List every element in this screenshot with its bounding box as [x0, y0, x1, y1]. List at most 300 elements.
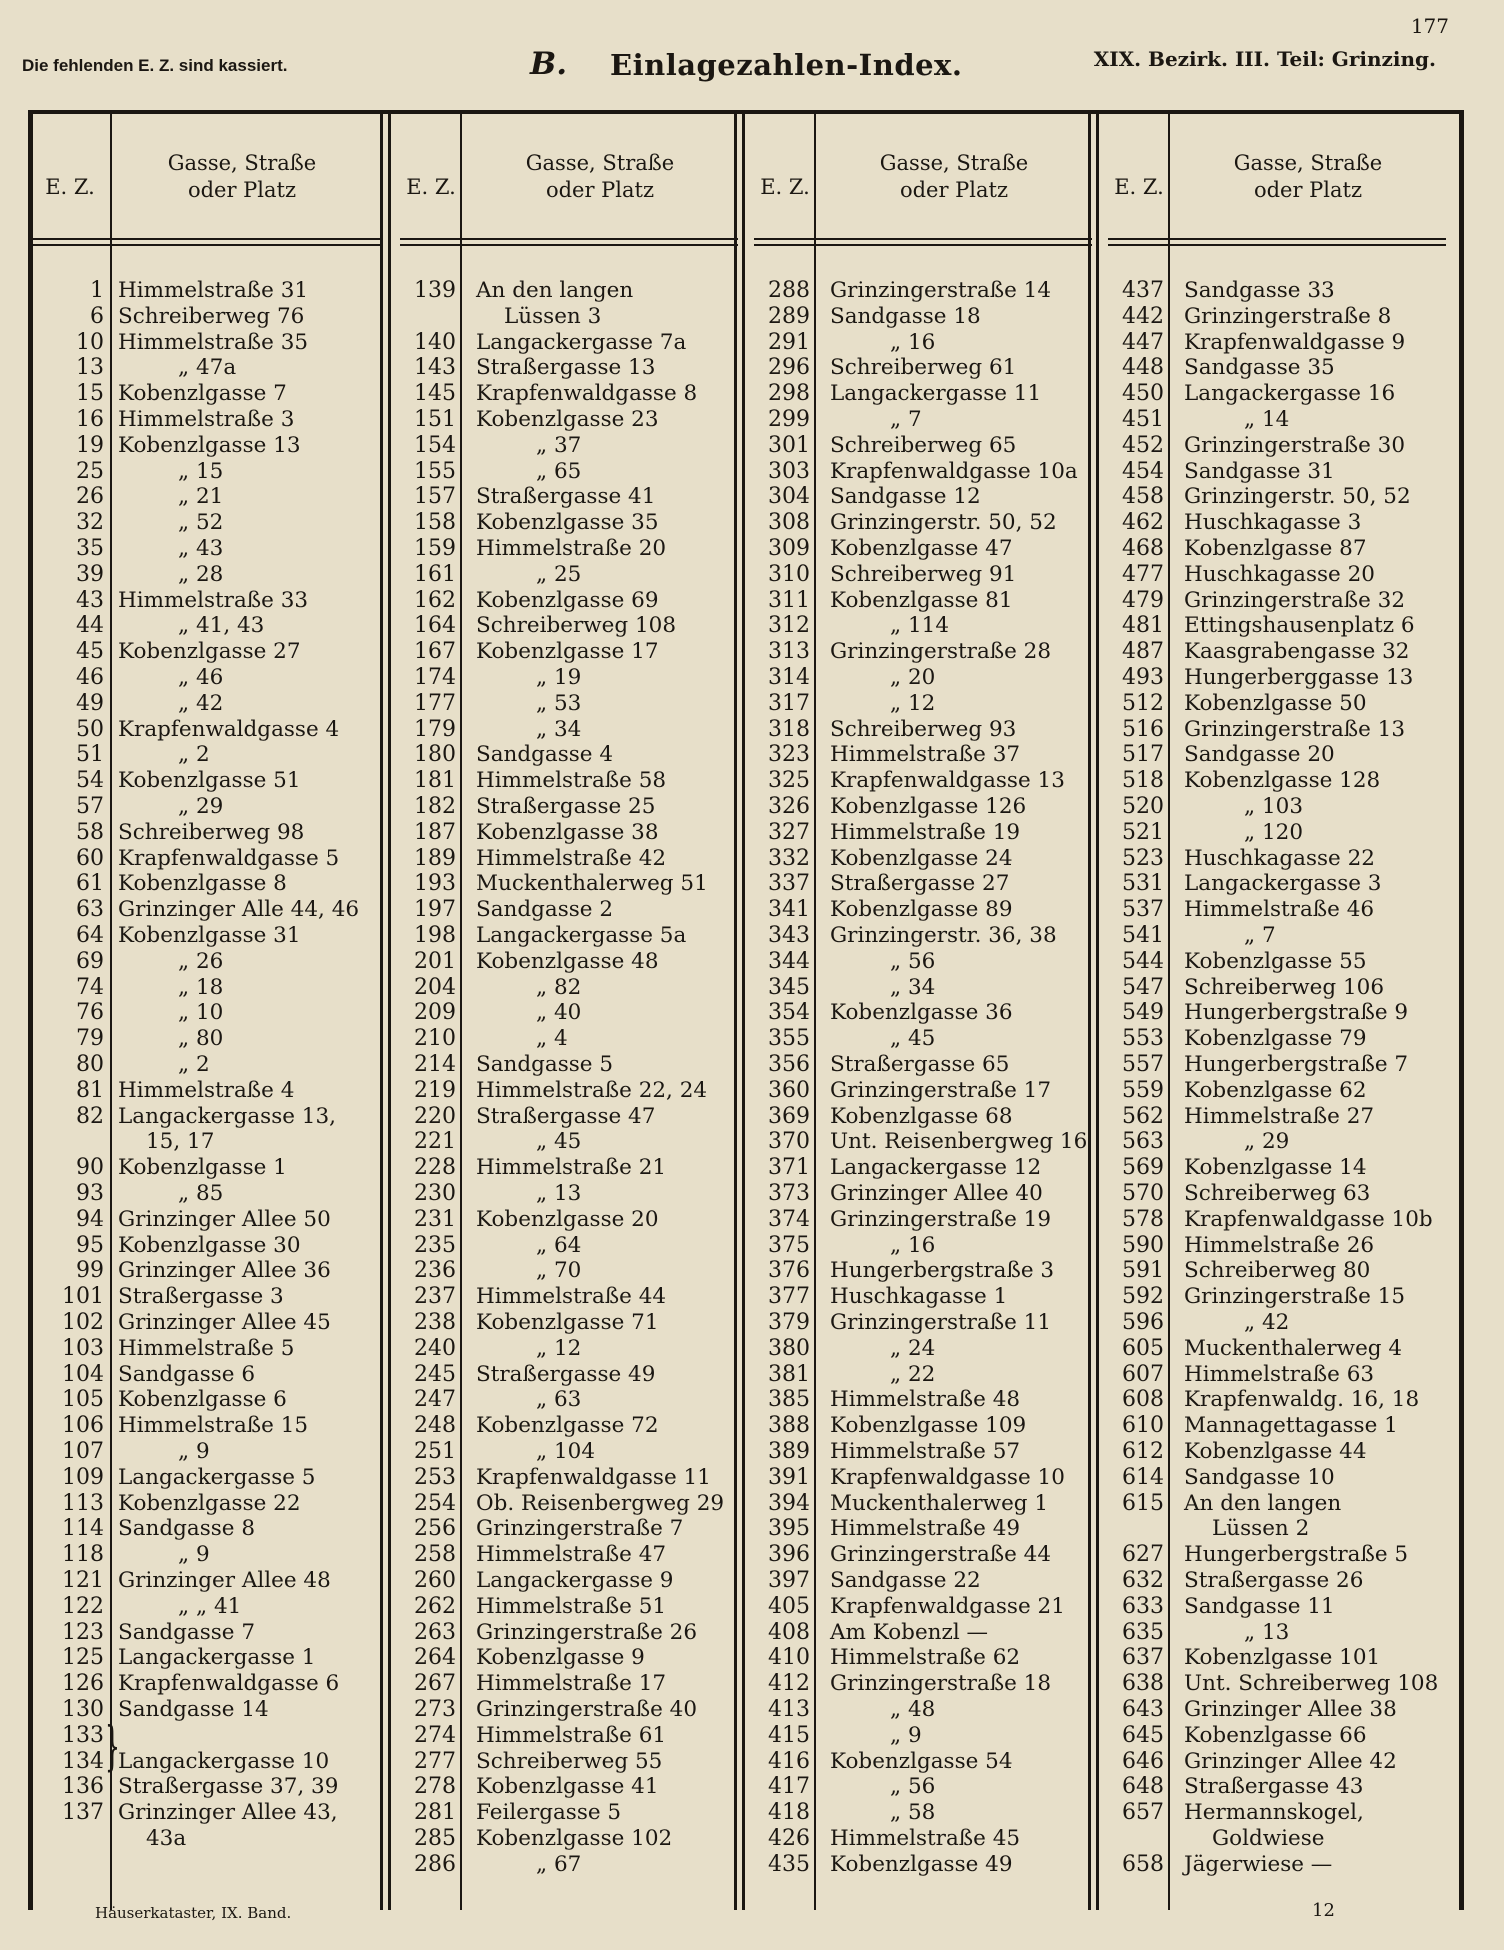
ez-number: 590 — [1122, 1232, 1164, 1258]
ez-number: 633 — [1122, 1593, 1164, 1619]
street-entry: Grinzinger Alle 44, 46 — [118, 897, 360, 923]
ez-number: 345 — [768, 974, 810, 1000]
index-row — [386, 1310, 738, 1336]
ez-number: 516 — [1122, 716, 1164, 742]
street-entry: Himmelstraße 21 — [476, 1155, 667, 1181]
index-row — [1094, 794, 1446, 820]
street-entry: Kobenzlgasse 20 — [476, 1206, 659, 1232]
index-row — [28, 484, 380, 510]
street-entry: „ 7 — [1244, 923, 1276, 948]
ez-number: 45 — [76, 639, 104, 665]
index-row — [28, 871, 380, 897]
index-row — [1094, 1852, 1446, 1878]
index-row — [1094, 1413, 1446, 1439]
index-row — [740, 1542, 1092, 1568]
index-row — [386, 1439, 738, 1465]
index-row — [28, 820, 380, 846]
index-row — [28, 1542, 380, 1568]
ez-number: 311 — [768, 587, 810, 613]
street-entry: Schreiberweg 106 — [1184, 974, 1385, 1000]
street-entry: Kobenzlgasse 36 — [830, 1000, 1013, 1026]
street-entry: Mannagettagasse 1 — [1184, 1413, 1398, 1439]
index-row — [386, 1645, 738, 1671]
ez-number: 416 — [768, 1748, 810, 1774]
ez-number: 318 — [768, 716, 810, 742]
street-entry: Grinzingerstraße 15 — [1184, 1284, 1406, 1310]
street-entry: Krapfenwaldgasse 13 — [830, 768, 1065, 794]
street-entry: Straßergasse 47 — [476, 1103, 656, 1129]
ez-number: 369 — [768, 1103, 810, 1129]
street-entry: Kobenzlgasse 44 — [1184, 1439, 1367, 1464]
index-row — [386, 1026, 738, 1052]
header-street-line2: oder Platz — [899, 178, 1009, 202]
ez-number: 299 — [768, 407, 810, 432]
street-entry: Grinzinger Allee 38 — [1184, 1697, 1397, 1722]
index-row — [386, 1284, 738, 1310]
index-row — [740, 1826, 1092, 1852]
ez-number: 610 — [1122, 1413, 1164, 1439]
ez-number: 288 — [768, 278, 810, 303]
index-row — [1094, 1826, 1446, 1852]
street-entry: Grinzingerstraße 40 — [476, 1697, 698, 1722]
ez-number: 19 — [76, 432, 104, 458]
ez-number: 537 — [1122, 897, 1164, 923]
street-entry: Hungerbergstraße 3 — [830, 1258, 1055, 1284]
index-row — [28, 768, 380, 794]
index-row — [28, 639, 380, 665]
column-divider — [380, 110, 383, 1910]
index-row — [740, 588, 1092, 614]
street-entry: „ 45 — [536, 1129, 582, 1155]
ez-number: 627 — [1122, 1542, 1164, 1568]
index-row — [386, 278, 738, 304]
street-entry: Himmelstraße 3 — [118, 407, 295, 432]
street-entry: „ 20 — [890, 665, 936, 690]
index-row — [386, 562, 738, 588]
ez-number: 298 — [768, 381, 810, 407]
street-entry: Langackergasse 13, — [118, 1103, 336, 1129]
index-row — [386, 1594, 738, 1620]
index-row — [28, 1749, 380, 1775]
header-ez: E. Z. — [760, 175, 810, 199]
ez-number: 161 — [414, 561, 456, 587]
street-entry: „ 15 — [178, 458, 224, 484]
street-entry: Kobenzlgasse 7 — [118, 381, 287, 407]
street-entry: Grinzinger Allee 42 — [1184, 1748, 1397, 1774]
ez-number: 309 — [768, 536, 810, 561]
ez-number: 435 — [768, 1851, 810, 1877]
ez-number: 570 — [1122, 1181, 1164, 1206]
street-entry: Langackergasse 11 — [830, 381, 1042, 407]
ez-number: 99 — [76, 1258, 104, 1284]
index-row — [28, 1336, 380, 1362]
street-entry: Kobenzlgasse 22 — [118, 1490, 301, 1516]
street-entry: Kobenzlgasse 50 — [1184, 690, 1367, 716]
street-entry: Kobenzlgasse 72 — [476, 1413, 659, 1439]
ez-number: 134 — [62, 1748, 104, 1774]
table-border — [1459, 110, 1464, 1910]
ez-number: 412 — [768, 1671, 810, 1697]
street-entry: „ 64 — [536, 1232, 582, 1258]
ez-number: 10 — [76, 329, 104, 355]
ez-number: 512 — [1122, 690, 1164, 716]
ez-number: 93 — [76, 1181, 104, 1206]
street-entry: Schreiberweg 108 — [476, 613, 677, 639]
street-entry: Himmelstraße 58 — [476, 768, 667, 794]
ez-number: 562 — [1122, 1103, 1164, 1129]
ez-number: 410 — [768, 1645, 810, 1671]
street-entry: Himmelstraße 49 — [830, 1516, 1021, 1542]
index-row — [740, 510, 1092, 536]
ez-number: 60 — [76, 845, 104, 871]
street-entry: Hungerbergstraße 5 — [1184, 1542, 1409, 1568]
index-row — [386, 1826, 738, 1852]
brace-symbol: } — [105, 1716, 120, 1777]
ez-number: 304 — [768, 484, 810, 510]
index-row — [386, 381, 738, 407]
street-entry: Hermannskogel, — [1184, 1800, 1364, 1826]
ez-number: 90 — [76, 1155, 104, 1181]
index-row — [386, 1723, 738, 1749]
ez-number: 210 — [414, 1026, 456, 1052]
index-row — [386, 923, 738, 949]
ez-number: 374 — [768, 1206, 810, 1232]
index-row — [1094, 459, 1446, 485]
ez-number: 155 — [414, 458, 456, 484]
street-entry: Schreiberweg 63 — [1184, 1181, 1371, 1206]
index-row — [386, 742, 738, 768]
index-row — [740, 1568, 1092, 1594]
ez-number: 487 — [1122, 639, 1164, 665]
index-row — [386, 407, 738, 433]
index-row — [386, 1181, 738, 1207]
ez-number: 260 — [414, 1568, 456, 1593]
ez-number: 236 — [414, 1258, 456, 1284]
street-entry: Kobenzlgasse 128 — [1184, 768, 1381, 794]
street-entry: Himmelstraße 46 — [1184, 897, 1375, 923]
index-row — [1094, 1697, 1446, 1723]
ez-number: 450 — [1122, 381, 1164, 407]
index-row — [28, 1723, 380, 1749]
street-entry: Feilergasse 5 — [476, 1800, 622, 1826]
ez-number: 578 — [1122, 1206, 1164, 1232]
index-row — [1094, 1155, 1446, 1181]
street-entry: Sandgasse 10 — [1184, 1464, 1335, 1490]
ez-number: 50 — [76, 716, 104, 742]
street-entry: Langackergasse 12 — [830, 1155, 1042, 1181]
street-entry: Kaasgrabengasse 32 — [1184, 639, 1410, 665]
ez-number: 179 — [414, 716, 456, 742]
ez-number: 308 — [768, 510, 810, 536]
ez-number: 452 — [1122, 432, 1164, 458]
ez-number: 221 — [414, 1129, 456, 1155]
index-row — [386, 768, 738, 794]
ez-number: 447 — [1122, 329, 1164, 355]
index-row — [386, 1465, 738, 1491]
ez-number: 608 — [1122, 1387, 1164, 1413]
ez-number: 118 — [62, 1542, 104, 1568]
street-entry: „ 19 — [536, 665, 582, 690]
street-entry: Grinzinger Allee 50 — [118, 1206, 331, 1232]
header-rule — [400, 238, 738, 240]
index-row — [386, 1129, 738, 1155]
index-row — [28, 278, 380, 304]
index-row — [740, 949, 1092, 975]
index-row — [386, 897, 738, 923]
index-row — [1094, 717, 1446, 743]
street-entry: Himmelstraße 19 — [830, 819, 1021, 845]
street-entry: Kobenzlgasse 38 — [476, 819, 659, 845]
street-entry: Himmelstraße 63 — [1184, 1361, 1375, 1387]
street-entry: Lüssen 2 — [1212, 1516, 1310, 1542]
index-row — [740, 1491, 1092, 1517]
ez-number: 559 — [1122, 1077, 1164, 1103]
ez-number: 61 — [76, 871, 104, 897]
street-entry: Kobenzlgasse 47 — [830, 536, 1013, 561]
street-entry: Langackergasse 5a — [476, 923, 687, 948]
street-entry: Himmelstraße 33 — [118, 587, 309, 613]
street-entry: Himmelstraße 4 — [118, 1077, 295, 1103]
ez-number: 133 — [62, 1722, 104, 1748]
street-entry: „ 46 — [178, 665, 224, 690]
index-row — [1094, 484, 1446, 510]
ez-number: 454 — [1122, 458, 1164, 484]
street-entry: Krapfenwaldgasse 5 — [118, 845, 340, 871]
street-entry: Grinzinger Allee 43, — [118, 1800, 338, 1826]
ez-number: 274 — [414, 1722, 456, 1748]
index-row — [386, 1233, 738, 1259]
street-entry: Grinzingerstraße 26 — [476, 1619, 698, 1645]
ez-number: 231 — [414, 1206, 456, 1232]
index-row — [1094, 433, 1446, 459]
street-entry: „ 58 — [890, 1800, 936, 1826]
ez-number: 544 — [1122, 948, 1164, 974]
ez-number: 54 — [76, 768, 104, 794]
index-row — [386, 1774, 738, 1800]
street-entry: Sandgasse 2 — [476, 897, 614, 923]
header-rule — [754, 238, 1092, 240]
index-row — [28, 381, 380, 407]
street-entry: Grinzingerstr. 50, 52 — [830, 510, 1057, 536]
street-entry: „ 2 — [178, 1052, 210, 1077]
ez-number: 394 — [768, 1490, 810, 1516]
index-row — [740, 1620, 1092, 1646]
street-entry: „ 120 — [1244, 819, 1304, 845]
ez-number: 254 — [414, 1490, 456, 1516]
index-row — [740, 459, 1092, 485]
ez-number: 317 — [768, 690, 810, 716]
ez-number: 63 — [76, 897, 104, 923]
ez-number: 126 — [62, 1671, 104, 1697]
street-entry: Sandgasse 18 — [830, 303, 981, 329]
ez-number: 442 — [1122, 303, 1164, 329]
street-entry: „ 9 — [178, 1439, 210, 1464]
index-row — [386, 510, 738, 536]
street-entry: Sandgasse 5 — [476, 1052, 614, 1077]
index-row — [1094, 1749, 1446, 1775]
ez-number: 248 — [414, 1413, 456, 1439]
ez-number: 245 — [414, 1361, 456, 1387]
index-row — [1094, 1387, 1446, 1413]
ez-number: 114 — [62, 1516, 104, 1542]
index-row — [386, 871, 738, 897]
ez-number: 159 — [414, 536, 456, 561]
street-entry: Kobenzlgasse 23 — [476, 407, 659, 432]
index-row — [28, 949, 380, 975]
street-entry: Himmelstraße 62 — [830, 1645, 1021, 1671]
street-entry: „ 10 — [178, 1000, 224, 1026]
ez-number: 106 — [62, 1413, 104, 1439]
street-entry: Langackergasse 3 — [1184, 871, 1382, 897]
index-row — [386, 691, 738, 717]
index-row — [386, 975, 738, 1001]
ez-number: 477 — [1122, 561, 1164, 587]
ez-number: 230 — [414, 1181, 456, 1206]
street-entry: Muckenthalerweg 1 — [830, 1490, 1049, 1516]
street-entry: „ 9 — [890, 1722, 922, 1748]
ez-number: 1 — [90, 278, 104, 303]
index-row — [28, 1233, 380, 1259]
street-entry: „ 52 — [178, 510, 224, 536]
ez-number: 380 — [768, 1335, 810, 1361]
index-row — [386, 1568, 738, 1594]
ez-number: 531 — [1122, 871, 1164, 897]
ez-number: 25 — [76, 458, 104, 484]
street-entry: Kobenzlgasse 13 — [118, 432, 301, 458]
header-rule — [33, 244, 380, 246]
header-street-line1: Gasse, Straße — [167, 151, 317, 175]
index-row — [740, 1413, 1092, 1439]
ez-number: 180 — [414, 742, 456, 768]
street-entry: Sandgasse 4 — [476, 742, 614, 768]
street-entry: Sandgasse 6 — [118, 1361, 256, 1387]
street-entry: „ 9 — [178, 1542, 210, 1568]
ez-number: 125 — [62, 1645, 104, 1671]
street-entry: Grinzingerstraße 18 — [830, 1671, 1052, 1697]
street-entry: Himmelstraße 51 — [476, 1593, 667, 1619]
street-entry: „ 34 — [536, 716, 582, 742]
ez-number: 549 — [1122, 1000, 1164, 1026]
street-entry: „ 2 — [178, 742, 210, 768]
index-row — [740, 1155, 1092, 1181]
ez-number: 314 — [768, 665, 810, 690]
index-row — [386, 1336, 738, 1362]
ez-number: 102 — [62, 1310, 104, 1335]
street-entry: Kobenzlgasse 48 — [476, 948, 659, 974]
ez-number: 6 — [90, 303, 104, 329]
index-row — [386, 484, 738, 510]
index-row — [1094, 923, 1446, 949]
ez-number: 251 — [414, 1439, 456, 1464]
street-entry: Hungerbergstraße 9 — [1184, 1000, 1409, 1026]
street-entry: Kobenzlgasse 102 — [476, 1826, 673, 1851]
street-entry: Himmelstraße 57 — [830, 1439, 1021, 1464]
ez-number: 240 — [414, 1335, 456, 1361]
street-entry: Grinzingerstraße 32 — [1184, 587, 1406, 613]
index-row — [740, 768, 1092, 794]
index-row — [740, 1697, 1092, 1723]
street-entry: „ 24 — [890, 1335, 936, 1361]
index-row — [1094, 1336, 1446, 1362]
index-row — [740, 1000, 1092, 1026]
index-row — [1094, 1310, 1446, 1336]
index-row — [28, 1671, 380, 1697]
ez-number: 109 — [62, 1464, 104, 1490]
street-entry: „ 25 — [536, 561, 582, 587]
street-entry: 15, 17 — [146, 1129, 215, 1155]
street-entry: „ 63 — [536, 1387, 582, 1413]
ez-number: 614 — [1122, 1464, 1164, 1490]
ez-number: 264 — [414, 1645, 456, 1671]
street-entry: Straßergasse 49 — [476, 1361, 656, 1387]
street-entry: Krapfenwaldg. 16, 18 — [1184, 1387, 1420, 1413]
ez-number: 541 — [1122, 923, 1164, 948]
street-entry: Kobenzlgasse 69 — [476, 587, 659, 613]
index-row — [740, 1439, 1092, 1465]
ez-number: 381 — [768, 1361, 810, 1387]
ez-number: 385 — [768, 1387, 810, 1413]
index-row — [740, 1052, 1092, 1078]
index-row — [28, 846, 380, 872]
street-entry: Kobenzlgasse 31 — [118, 923, 301, 948]
street-entry: „ 4 — [536, 1026, 568, 1052]
street-entry: Himmelstraße 15 — [118, 1413, 309, 1439]
index-row — [740, 1800, 1092, 1826]
index-row — [28, 355, 380, 381]
street-entry: Straßergasse 65 — [830, 1052, 1010, 1077]
ez-number: 379 — [768, 1310, 810, 1335]
street-entry: „ 45 — [890, 1026, 936, 1052]
street-entry: „ 47a — [178, 355, 237, 381]
index-row — [740, 975, 1092, 1001]
index-row — [386, 355, 738, 381]
index-row — [386, 536, 738, 562]
header-ez: E. Z. — [45, 175, 95, 199]
ez-number: 405 — [768, 1593, 810, 1619]
index-row — [740, 381, 1092, 407]
index-row — [740, 613, 1092, 639]
street-entry: Grinzingerstraße 28 — [830, 639, 1052, 665]
street-entry: „ 16 — [890, 329, 936, 355]
index-row — [740, 871, 1092, 897]
street-entry: Himmelstraße 26 — [1184, 1232, 1375, 1258]
street-entry: Himmelstraße 44 — [476, 1284, 667, 1310]
street-entry: Schreiberweg 91 — [830, 561, 1017, 587]
index-row — [740, 1749, 1092, 1775]
index-row — [28, 923, 380, 949]
table-top-rule — [28, 110, 1464, 114]
ez-number: 518 — [1122, 768, 1164, 794]
index-row — [740, 1387, 1092, 1413]
header-rule — [33, 238, 380, 240]
ez-number: 356 — [768, 1052, 810, 1077]
section-letter: B. — [530, 46, 567, 82]
index-row — [386, 1852, 738, 1878]
index-row — [28, 459, 380, 485]
index-row — [740, 1594, 1092, 1620]
index-row — [1094, 1078, 1446, 1104]
street-entry: „ 43 — [178, 536, 224, 561]
index-row — [386, 1413, 738, 1439]
street-entry: Schreiberweg 61 — [830, 355, 1017, 381]
index-row — [28, 1310, 380, 1336]
street-entry: Kobenzlgasse 8 — [118, 871, 287, 897]
index-row — [386, 304, 738, 330]
index-row — [28, 433, 380, 459]
ez-number: 49 — [76, 690, 104, 716]
ez-number: 396 — [768, 1542, 810, 1568]
ez-number: 313 — [768, 639, 810, 665]
